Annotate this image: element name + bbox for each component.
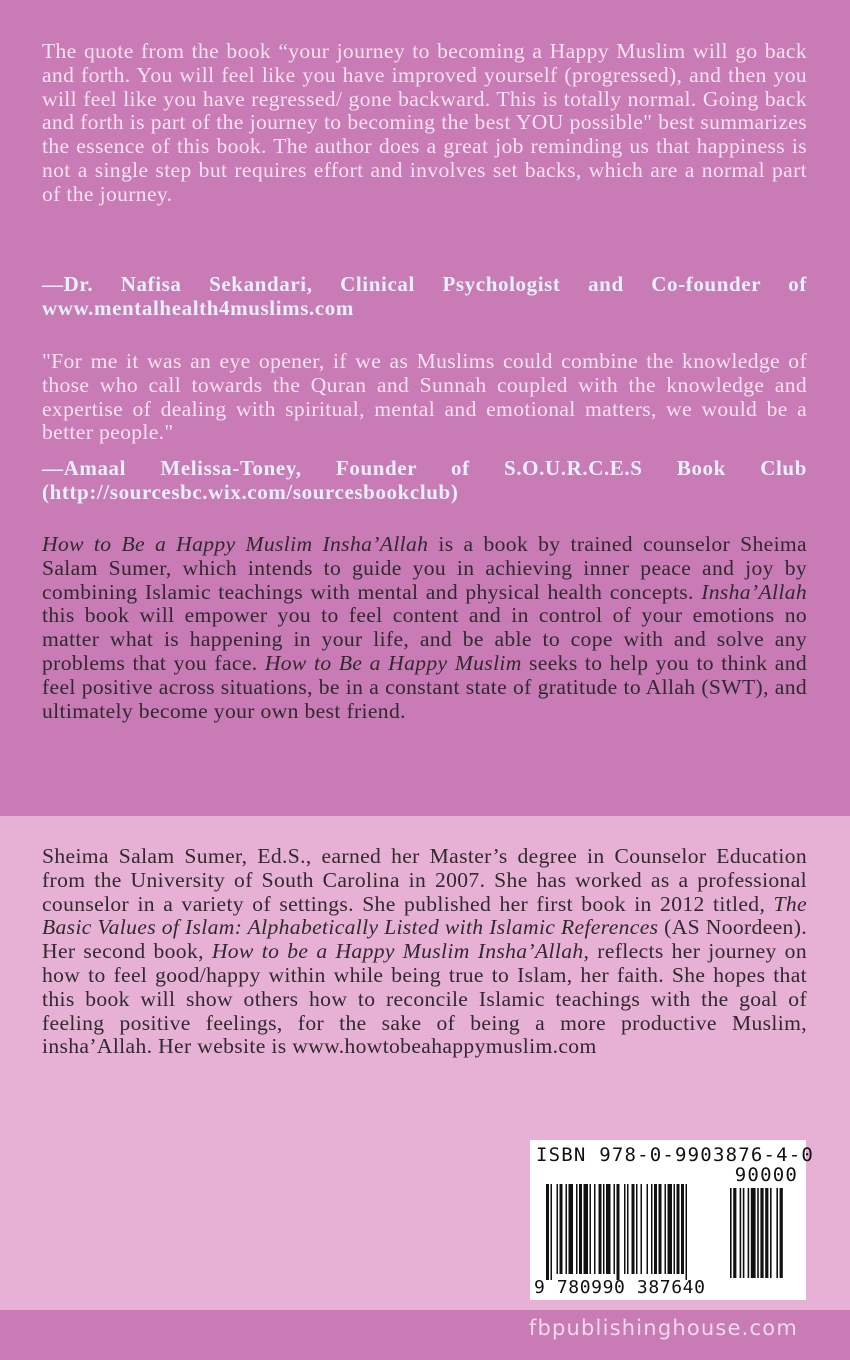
barcode-bar <box>617 1184 620 1280</box>
quote-1-text: The quote from the book “your journey to becoming a Happy Muslim will go back and forth. You will feel like you have improved yourself (progressed), and then you will feel like you have regressed/ gone backward. This is totally normal. Going back and forth is part of the journey to becoming the best YOU possible" best summarizes the essence of this book. The author does a great job reminding us that happiness is not a single step but requires effort and involves set backs, which are a normal part of the journey. <box>42 39 807 206</box>
barcode-bar <box>636 1184 638 1274</box>
barcode-bar <box>681 1184 684 1274</box>
addon-bar <box>765 1188 768 1278</box>
book-short-title: How to Be a Happy Muslim <box>264 650 522 675</box>
addon-bar <box>751 1188 756 1278</box>
isbn-barcode <box>530 1140 815 1300</box>
barcode-bar <box>603 1184 605 1274</box>
barcode-bar <box>599 1184 602 1274</box>
barcode-bar <box>686 1184 688 1280</box>
addon-bar <box>760 1188 763 1278</box>
addon-bar <box>740 1188 742 1278</box>
barcode-bars <box>530 1140 815 1300</box>
barcode-bar <box>557 1184 559 1274</box>
quote-1-attribution: —Dr. Nafisa Sekandari, Clinical Psychologist and Co-founder of www.mentalhealth4muslims.com <box>42 272 807 320</box>
ean-number: 9 780990 387640 <box>534 1277 706 1298</box>
addon-bar <box>733 1188 736 1278</box>
barcode-bar <box>551 1184 553 1280</box>
publisher-url: fbpublishinghouse.com <box>528 1316 798 1340</box>
barcode-bar <box>632 1184 635 1274</box>
isbn-label: ISBN 978-0-9903876-4-0 <box>536 1144 815 1166</box>
addon-bar <box>743 1188 745 1278</box>
first-book-title: The Basic Values of Islam: Alphabetically Listed with Islamic References <box>42 891 807 940</box>
barcode-bar <box>594 1184 596 1274</box>
author-bio: Sheima Salam Sumer, Ed.S., earned her Master’s degree in Counselor Education from the University of South Carolina in 2007. She has worked as a professional counselor in a variety of settings. She published her first book in 2012 titled, The Basic Values of Islam: Alphabetically Listed with Islamic References (AS Noordeen). Her second book, How to be a Happy Muslim Insha’Allah, reflects her journey on how to feel good/happy within while being true to Islam, her faith. She hopes that this book will show others how to reconcile Islamic teachings with the goal of feeling positive feelings, for the sake of being a more productive Muslim, insha’Allah. Her website is www.howtobeahappymuslim.com <box>42 844 807 1059</box>
barcode-bar <box>566 1184 568 1274</box>
addon-bar <box>757 1188 759 1278</box>
addon-bar <box>780 1188 783 1278</box>
barcode-bar <box>627 1184 629 1274</box>
barcode-bar <box>668 1184 673 1274</box>
barcode-bar <box>590 1184 592 1274</box>
barcode-bar <box>674 1184 676 1274</box>
barcode-bar <box>665 1184 667 1274</box>
barcode-bar <box>569 1184 574 1274</box>
barcode-bar <box>606 1184 611 1274</box>
barcode-bar <box>560 1184 563 1274</box>
barcode-bar <box>546 1184 549 1280</box>
quote-2-attribution: —Amaal Melissa-Toney, Founder of S.O.U.R.C.E.S Book Club (http://sourcesbc.wix.com/sourcesbookclub) <box>42 456 807 504</box>
addon-bar <box>748 1188 750 1278</box>
second-book-title: How to be a Happy Muslim Insha’Allah <box>211 939 584 964</box>
price-code: 90000 <box>734 1164 798 1186</box>
addon-bar <box>770 1188 772 1278</box>
barcode-bar <box>624 1184 626 1274</box>
barcode-bar <box>647 1184 649 1274</box>
insha-allah: Insha’Allah <box>701 579 807 604</box>
quote-2-text: "For me it was an eye opener, if we as Muslims could combine the knowledge of those who call towards the Quran and Sunnah coupled with the knowledge and expertise of dealing with spiritual, mental and emotional matters, we would be a better people." <box>42 349 807 445</box>
barcode-bar <box>677 1184 680 1274</box>
barcode-bar <box>614 1184 616 1274</box>
barcode-bar <box>576 1184 578 1274</box>
barcode-bar <box>579 1184 582 1274</box>
barcode-bar <box>659 1184 662 1274</box>
book-title: How to Be a Happy Muslim Insha’Allah <box>42 532 429 556</box>
barcode-bar <box>654 1184 657 1274</box>
barcode-bar <box>584 1184 589 1274</box>
barcode-bar <box>641 1184 643 1274</box>
addon-bar <box>730 1188 732 1278</box>
book-description: How to Be a Happy Muslim Insha’Allah is a book by trained counselor Sheima Salam Sumer, which intends to guide you in achieving inner peace and joy by combining Islamic teachings with mental and physical health concepts. Insha’Allah this book will empower you to feel content and in control of your emotions no matter what is happening in your life, and be able to cope with and solve any problems that you face. How to Be a Happy Muslim seeks to help you to think and feel positive across situations, be in a constant state of gratitude to Allah (SWT), and ultimately become your own best friend. <box>42 532 808 723</box>
addon-bar <box>776 1188 778 1278</box>
barcode-bar <box>651 1184 653 1274</box>
